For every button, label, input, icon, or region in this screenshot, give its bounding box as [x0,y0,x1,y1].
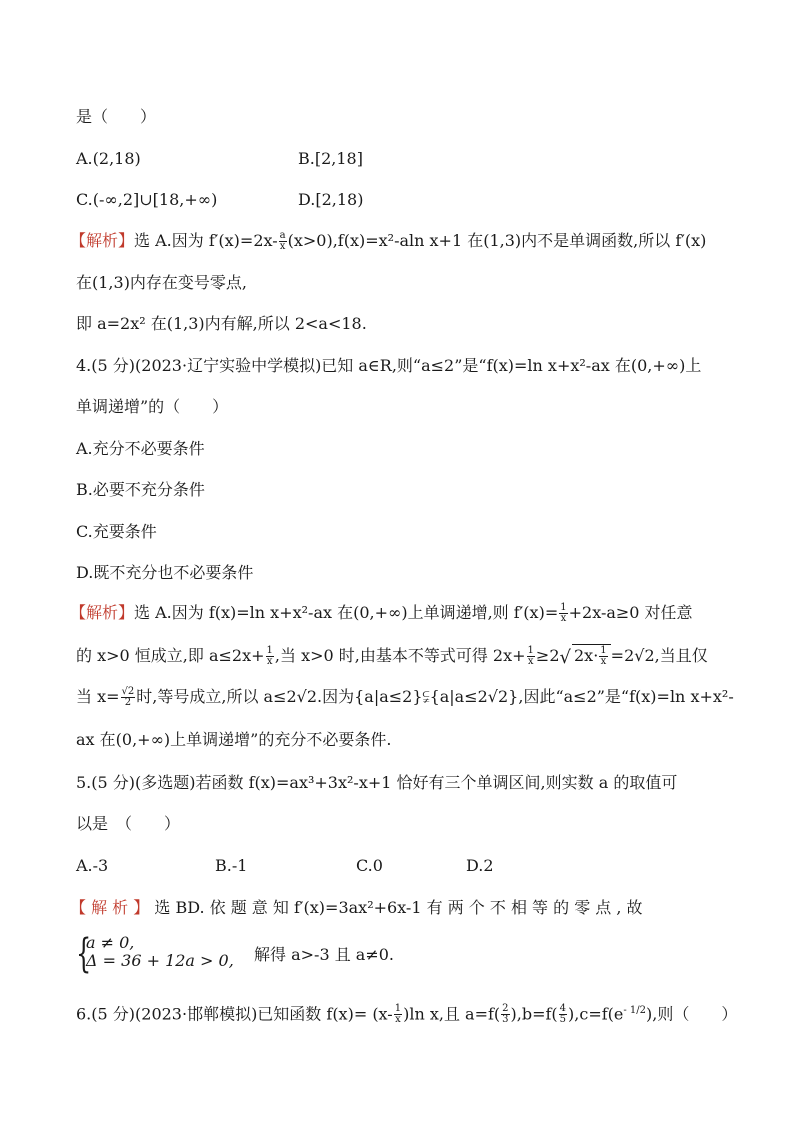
exponent: - 1/2 [623,1005,647,1016]
q4-stem-line-1: 4.(5 分)(2023·辽宁实验中学模拟)已知 a∈R,则“a≤2”是“f(x)=ln x+x²-ax 在(0,+∞)上 [76,356,702,375]
q4-option-a: A.充分不必要条件 [76,439,205,458]
stem-text: ),c=f(e [568,1004,624,1024]
q4-analysis-line-2 [76,644,708,669]
analysis-tag: 【解析】 [70,603,135,622]
q4-analysis-line-3 [76,686,734,708]
q5-option-c: C.0 [356,856,383,875]
q3-analysis-line-3: 即 a=2x² 在(1,3)内有解,所以 2<a<18. [76,314,367,333]
analysis-text: (x>0),f(x)=x²-aln x+1 在(1,3)内不是单调函数,所以 f′(x) [287,231,707,250]
fraction-1-over-x: $\frac{1}{x}$ [560,602,567,624]
derivative-expr: f′(x)=2x- [208,231,278,250]
q5-system-line-1: a ≠ 0, [86,933,135,952]
q5-analysis-line-2: 解得 a>-3 且 a≠0. [254,945,395,964]
fraction-1-over-x: $\frac{1}{x}$ [266,645,273,667]
stem-text: 6.(5 分)(2023·邯郸模拟)已知函数 f(x)= (x- [76,1004,393,1024]
q5-system-line-2: Δ = 36 + 12a > 0, [86,951,234,970]
q3-stem-tail: 是（ ） [76,107,157,126]
analysis-tag: 【 解 析 】 [70,898,150,917]
stem-text: ),则（ ） [646,1004,738,1024]
q4-analysis-line-4: ax 在(0,+∞)上单调递增”的充分不必要条件. [76,730,392,749]
fraction-1-over-x: $\frac{1}{x}$ [394,1003,402,1026]
q5-option-b: B.-1 [215,856,248,875]
analysis-text: ,当 x>0 时,由基本不等式可得 2x+ [274,646,526,665]
q5-option-d: D.2 [466,856,494,875]
q5-option-a: A.-3 [76,856,109,875]
q3-analysis-line-2: 在(1,3)内存在变号零点, [76,273,248,292]
analysis-text: ≥2 [535,646,560,665]
sqrt-expr: 2x· $\frac{1}{x}$ [572,644,611,667]
stem-text: )ln x,且 a=f( [403,1004,501,1024]
fraction-2-over-3: $\frac{2}{3}$ [502,1003,509,1026]
fraction-1-over-x: $\frac{1}{x}$ [600,645,607,667]
q3-option-b: B.[2,18] [298,149,363,168]
analysis-text: 时,等号成立,所以 a≤2√2.因为{a|a≤2}⫋{a|a≤2√2},因此“a≤2”是“f(x)=ln x+x²- [136,687,734,706]
q4-option-b: B.必要不充分条件 [76,480,205,499]
q5-stem-line-1: 5.(5 分)(多选题)若函数 f(x)=ax³+3x²-x+1 恰好有三个单调区间,则实数 a 的取值可 [76,773,678,792]
analysis-text: 的 x>0 恒成立,即 a≤2x+ [76,646,265,665]
q4-option-c: C.充要条件 [76,522,157,541]
fraction-4-over-5: $\frac{4}{5}$ [559,1003,567,1026]
analysis-text: +2x-a≥0 对任意 [568,603,693,622]
analysis-text: =2√2,当且仅 [610,646,708,665]
q3-option-c: C.(-∞,2]∪[18,+∞) [76,190,218,209]
q6-stem-line-1 [76,1000,737,1025]
q3-option-d: D.[2,18) [298,190,364,209]
q3-analysis-line-1 [70,230,706,252]
analysis-text: 当 x= [76,687,120,706]
q4-option-d: D.既不充分也不必要条件 [76,563,254,582]
radical-sign: √ [559,647,571,668]
system-brace: { [76,931,92,977]
stem-text: ),b=f( [510,1004,558,1024]
q3-option-a: A.(2,18) [76,149,141,168]
q4-analysis-line-1 [70,602,693,624]
analysis-text: 选 A.因为 [134,231,209,250]
q4-stem-line-2: 单调递增”的（ ） [76,397,229,416]
fraction-sqrt2-over-2: $\frac{√2}{2}$ [121,686,135,708]
fraction-a-over-x: $\frac{a}{x}$ [279,230,286,252]
analysis-text: 选 BD. 依 题 意 知 f′(x)=3ax²+6x-1 有 两 个 不 相 等 的 零 点 , 故 [154,898,643,917]
analysis-tag: 【解析】 [70,231,135,250]
analysis-text: 选 A.因为 f(x)=ln x+x²-ax 在(0,+∞)上单调递增,则 f′(x)= [134,603,559,622]
fraction-1-over-x: $\frac{1}{x}$ [527,645,534,667]
q5-stem-line-2: 以是 （ ） [76,814,181,833]
q5-analysis-line-1 [70,897,643,919]
